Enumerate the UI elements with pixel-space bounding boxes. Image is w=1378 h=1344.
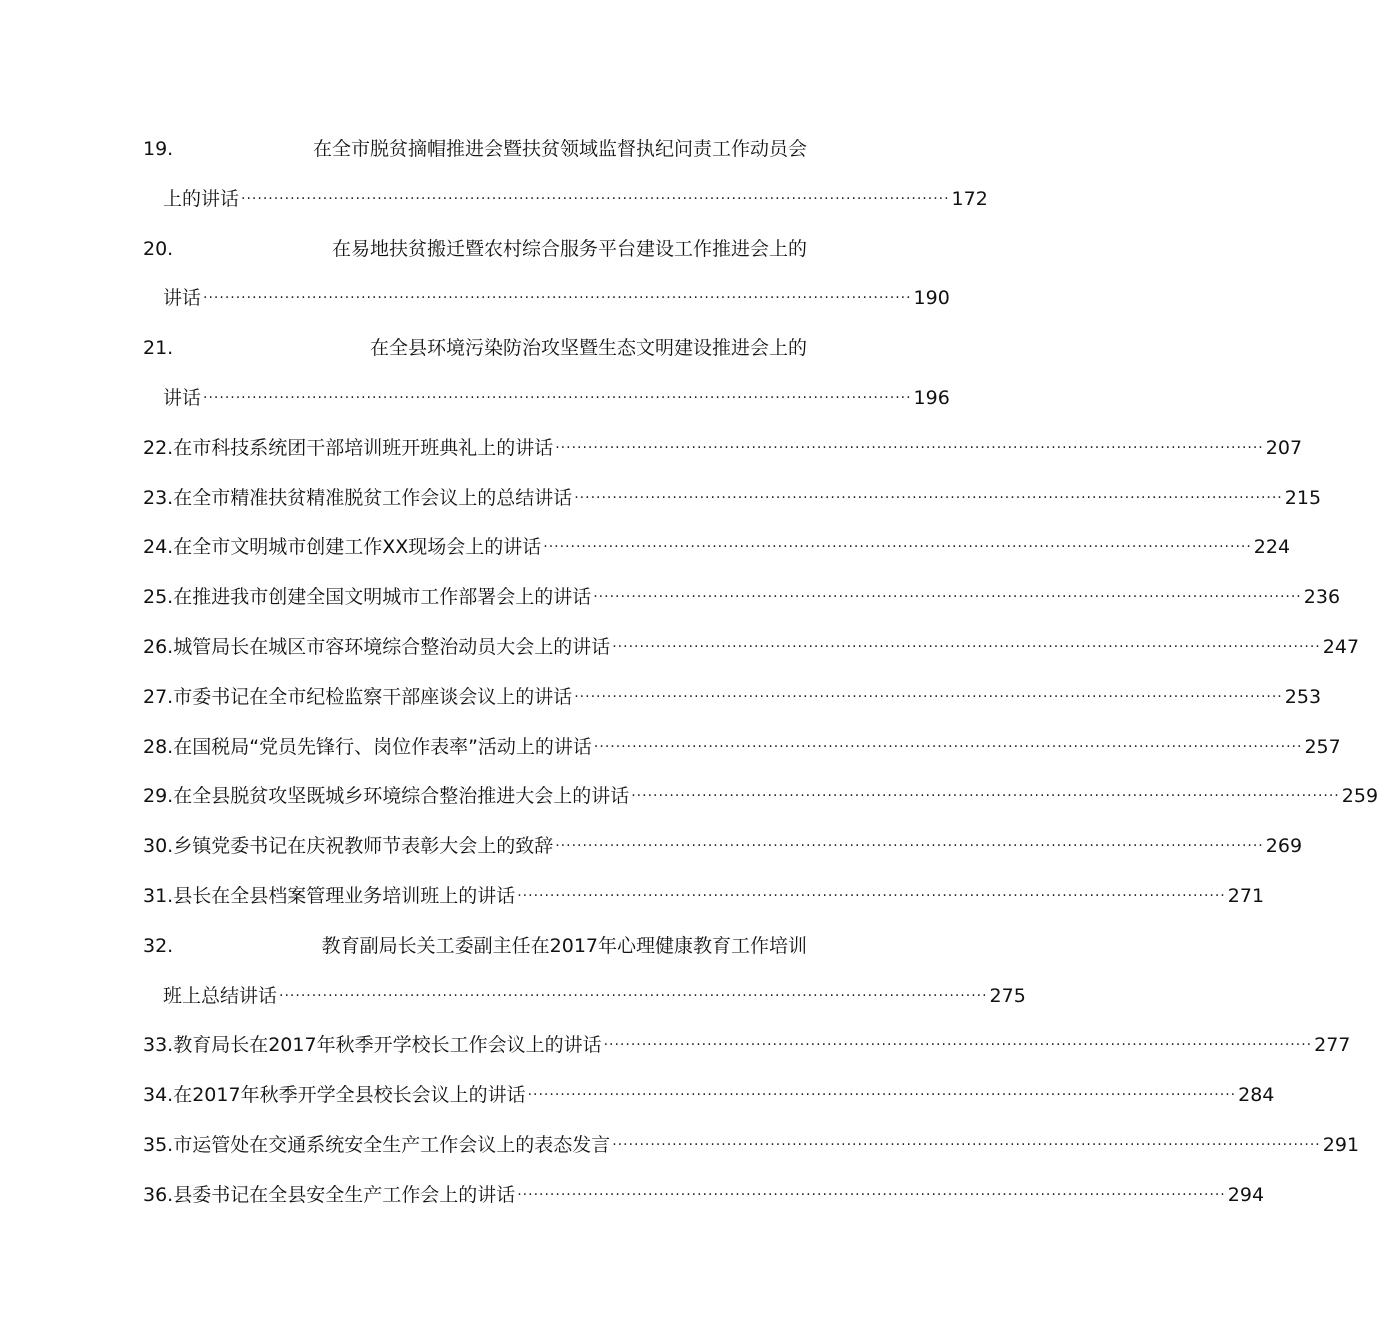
toc-entry-page: 172: [951, 187, 988, 210]
toc-entry-title: 23.在全市精准扶贫精准脱贫工作会议上的总结讲话: [143, 486, 573, 509]
toc-entry-title: 29.在全县脱贫攻坚既城乡环境综合整治推进大会上的讲话: [143, 785, 630, 808]
dot-leader: ··································································································································: [631, 788, 1340, 805]
dot-leader: ··································································································································: [593, 589, 1302, 606]
toc-entry-title: 33.教育局长在2017年秋季开学校长工作会议上的讲话: [143, 1034, 602, 1057]
toc-entry-24[interactable]: [143, 523, 1291, 573]
toc-entry-22[interactable]: [143, 424, 1303, 474]
toc-entry-32-line2[interactable]: [143, 972, 1026, 1022]
toc-entry-title-cont: 讲话: [163, 287, 202, 310]
toc-entry-page: 271: [1227, 884, 1265, 907]
toc-entry-title: 25.在推进我市创建全国文明城市工作部署会上的讲话: [143, 586, 592, 609]
toc-entry-page: 291: [1322, 1133, 1360, 1156]
toc-entry-35[interactable]: [143, 1121, 1360, 1171]
toc-entry-title: 26.城管局长在城区市容环境综合整治动员大会上的讲话: [143, 635, 611, 658]
dot-leader: ··································································································································: [517, 887, 1226, 904]
dot-leader: ··································································································································: [203, 389, 912, 406]
toc-entry-27[interactable]: [143, 673, 1322, 723]
toc-entry-title: 22.在市科技系统团干部培训班开班典礼上的讲话: [143, 436, 554, 459]
toc-entry-page: 196: [913, 386, 950, 409]
toc-entry-title: 21. 在全县环境污染防治攻坚暨生态文明建设推进会上的: [143, 337, 807, 360]
toc-entry-page: 259: [1341, 785, 1378, 808]
toc-entry-25[interactable]: [143, 573, 1341, 623]
toc-entry-title-cont: 讲话: [163, 386, 202, 409]
dot-leader: ··································································································································: [612, 638, 1321, 655]
toc-entry-page: 236: [1303, 586, 1341, 609]
toc-entry-page: 284: [1238, 1084, 1275, 1107]
dot-leader: ··································································································································: [555, 439, 1264, 456]
dot-leader: ··································································································································: [612, 1136, 1321, 1153]
dot-leader: ··································································································································: [555, 838, 1264, 855]
toc-entry-21-line1[interactable]: [143, 324, 807, 374]
toc-entry-page: 190: [913, 287, 950, 310]
toc-entry-title: 19. 在全市脱贫摘帽推进会暨扶贫领域监督执纪问责工作动员会: [143, 138, 807, 160]
toc-entry-page: 253: [1284, 685, 1322, 708]
toc-entry-26[interactable]: [143, 623, 1360, 673]
toc-entry-page: 294: [1227, 1183, 1265, 1206]
dot-leader: ··································································································································: [279, 987, 988, 1004]
toc-entry-21-line2[interactable]: [143, 374, 950, 424]
toc-entry-title: 24.在全市文明城市创建工作XX现场会上的讲话: [143, 536, 542, 559]
toc-entry-page: 257: [1304, 735, 1341, 758]
toc-entry-20-line2[interactable]: [143, 274, 950, 324]
dot-leader: ··································································································································: [203, 290, 912, 307]
dot-leader: ··································································································································: [543, 539, 1252, 556]
toc-entry-title: 31.县长在全县档案管理业务培训班上的讲话: [143, 884, 516, 907]
toc-entry-19-line1[interactable]: [143, 125, 807, 175]
toc-entry-page: 224: [1253, 536, 1291, 559]
toc-entry-20-line1[interactable]: [143, 225, 807, 275]
toc-entry-page: 275: [989, 984, 1026, 1007]
toc-entry-36[interactable]: [143, 1171, 1265, 1221]
dot-leader: ··································································································································: [593, 738, 1303, 755]
toc-entry-23[interactable]: [143, 474, 1322, 524]
dot-leader: ··································································································································: [517, 1186, 1226, 1203]
toc-entry-30[interactable]: [143, 822, 1303, 872]
toc-entry-title: 32. 教育副局长关工委副主任在2017年心理健康教育工作培训: [143, 934, 807, 957]
toc-entry-title-cont: 上的讲话: [163, 187, 240, 210]
toc-entry-31[interactable]: [143, 872, 1265, 922]
toc-entry-28[interactable]: [143, 723, 1341, 773]
toc-entry-title: 35.市运管处在交通系统安全生产工作会议上的表态发言: [143, 1133, 611, 1156]
dot-leader: ··································································································································: [241, 190, 950, 207]
toc-entry-page: 207: [1265, 436, 1303, 459]
dot-leader: ··································································································································: [574, 688, 1283, 705]
dot-leader: ··································································································································: [603, 1037, 1313, 1054]
toc-entry-page: 269: [1265, 835, 1303, 858]
toc-entry-title: 30.乡镇党委书记在庆祝教师节表彰大会上的致辞: [143, 835, 554, 858]
toc-entry-title: 28.在国税局“党员先锋行、岗位作表率”活动上的讲话: [143, 735, 592, 758]
dot-leader: ··································································································································: [527, 1087, 1237, 1104]
toc-entry-page: 215: [1284, 486, 1322, 509]
dot-leader: ··································································································································: [574, 489, 1283, 506]
toc-entry-title: 34.在2017年秋季开学全县校长会议上的讲话: [143, 1084, 526, 1107]
toc-entry-33[interactable]: [143, 1021, 1351, 1071]
toc-entry-title: 20. 在易地扶贫搬迁暨农村综合服务平台建设工作推进会上的: [143, 237, 807, 260]
toc-entry-title: 27.市委书记在全市纪检监察干部座谈会议上的讲话: [143, 685, 573, 708]
toc-entry-19-line2[interactable]: [143, 175, 988, 225]
toc-entry-title-cont: 班上总结讲话: [163, 984, 278, 1007]
toc-entry-title: 36.县委书记在全县安全生产工作会上的讲话: [143, 1183, 516, 1206]
table-of-contents: [143, 125, 1378, 1221]
toc-entry-page: 247: [1322, 635, 1360, 658]
toc-entry-32-line1[interactable]: [143, 922, 807, 972]
toc-entry-29[interactable]: [143, 772, 1378, 822]
toc-entry-page: 277: [1314, 1034, 1351, 1057]
toc-entry-34[interactable]: [143, 1071, 1275, 1121]
